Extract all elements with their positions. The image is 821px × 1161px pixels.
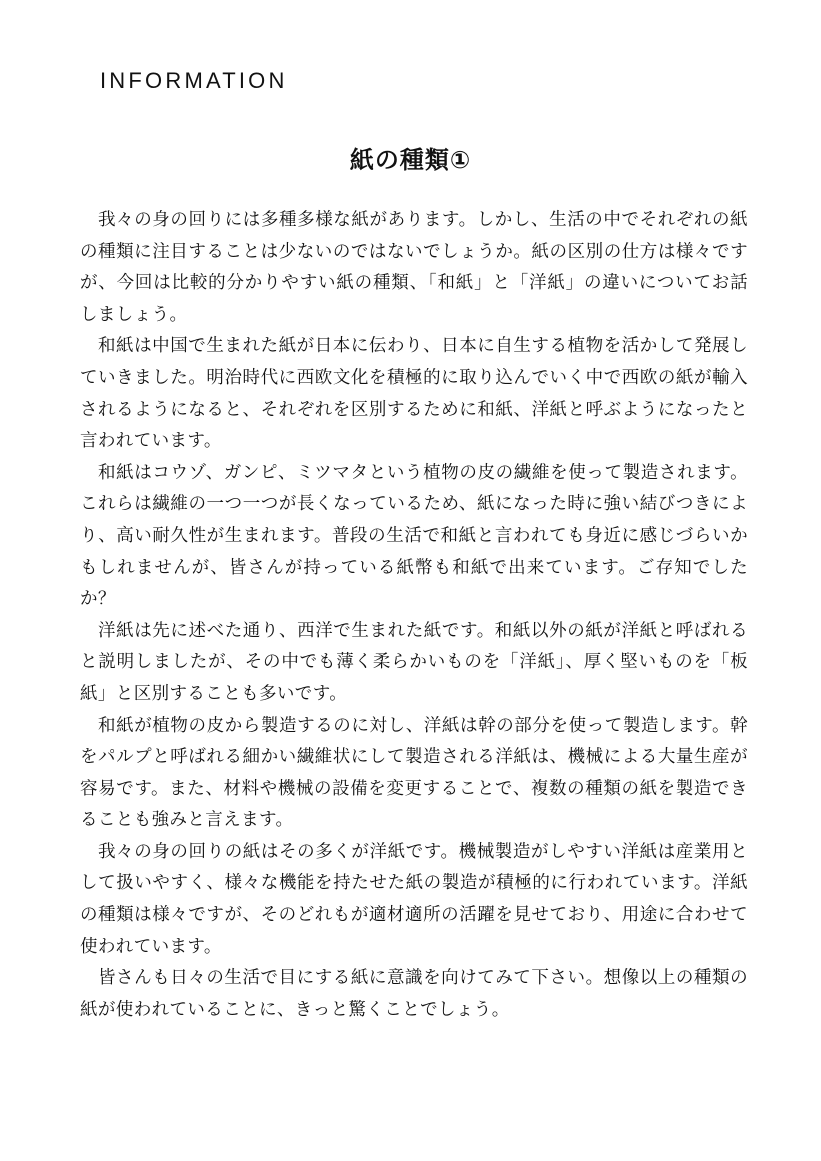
paragraph: 洋紙は先に述べた通り、西洋で生まれた紙です。和紙以外の紙が洋紙と呼ばれると説明しましたが、その中でも薄く柔らかいものを「洋紙」、厚く堅いものを「板紙」と区別することも多いです。: [80, 620, 749, 704]
paragraph: 我々の身の回りには多種多様な紙があります。しかし、生活の中でそれぞれの紙の種類に注目することは少ないのではないでしょうか。紙の区別の仕方は様々ですが、今回は比較的分かりやすい紙の種類、「和紙」と「洋紙」の違いについてお話しましょう。: [80, 210, 749, 325]
paragraph: 我々の身の回りの紙はその多くが洋紙です。機械製造がしやすい洋紙は産業用として扱いやすく、様々な機能を持たせた紙の製造が積極的に行われています。洋紙の種類は様々ですが、そのどれもが適材適所の活躍を見せており、用途に合わせて使われています。: [80, 841, 748, 957]
paragraph: 和紙が植物の皮から製造するのに対し、洋紙は幹の部分を使って製造します。幹をパルプと呼ばれる細かい繊維状にして製造される洋紙は、機械による大量生産が容易です。また、材料や機械の設備を変更することで、複数の種類の紙を製造できることも強みと言えます。: [80, 715, 748, 831]
paragraph: 皆さんも日々の生活で目にする紙に意識を向けてみて下さい。想像以上の種類の紙が使われていることに、きっと驚くことでしょう。: [80, 968, 748, 1020]
section-header: INFORMATION: [100, 68, 288, 93]
article-body: [80, 205, 748, 1026]
paragraph: 和紙はコウゾ、ガンピ、ミツマタという植物の皮の繊維を使って製造されます。これらは繊維の一つ一つが長くなっているため、紙になった時に強い結びつきにより、高い耐久性が生まれます。普段の生活で和紙と言われても身近に感じづらいかもしれませんが、皆さんが持っている紙幣も和紙で出来ています。ご存知でしたか？: [80, 462, 748, 610]
article-title: 紙の種類①: [349, 146, 472, 174]
paragraph: 和紙は中国で生まれた紙が日本に伝わり、日本に自生する植物を活かして発展していきました。明治時代に西欧文化を積極的に取り込んでいく中で西欧の紙が輸入されるようになると、それぞれを区別するために和紙、洋紙と呼ぶようになったと言われています。: [80, 336, 749, 452]
